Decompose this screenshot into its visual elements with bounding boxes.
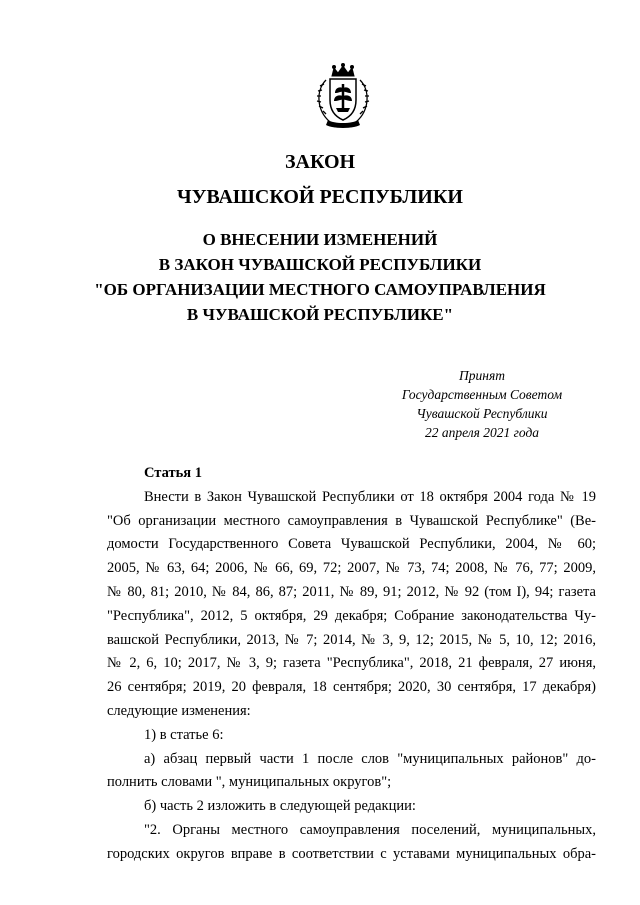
article-line: полнить словами ", муниципальных округов"; [107, 774, 392, 791]
adoption-line-4: 22 апреля 2021 года [424, 425, 540, 440]
article-line: следующие изменения: [107, 702, 251, 719]
subject-line-2: В ЗАКОН ЧУВАШСКОЙ РЕСПУБЛИКИ [158, 255, 482, 274]
chuvash-coat-of-arms-icon [312, 62, 374, 130]
law-subject [0, 227, 640, 327]
law-title [0, 145, 640, 215]
article-line: домости Государственного Совета Чувашской Республики, 2004, № 60; [107, 536, 596, 553]
article-line: вашской Республики, 2013, № 7; 2014, № 3, 9, 12; 2015, № 5, 10, 12; 2016, [107, 631, 596, 648]
article-line: городских округов вправе в соответствии с уставами муниципальных обра- [107, 845, 596, 862]
article-line: Внести в Закон Чувашской Республики от 18 октября 2004 года № 19 [144, 488, 596, 505]
article-body [107, 462, 596, 867]
law-title-line-1: ЗАКОН [284, 151, 356, 173]
subject-line-1: О ВНЕСЕНИИ ИЗМЕНЕНИЙ [202, 230, 438, 249]
article-line: № 2, 6, 10; 2017, № 3, 9; газета "Республика", 2018, 21 февраля, 27 июня, [107, 655, 596, 672]
article-line: а) абзац первый части 1 после слов "муниципальных районов" до- [144, 750, 596, 767]
adoption-line-2: Государственным Советом [401, 387, 563, 402]
adoption-note [382, 366, 582, 442]
article-line: "Об организации местного самоуправления в Чувашской Республике" (Ве- [107, 512, 596, 529]
adoption-line-1: Принят [459, 368, 505, 383]
article-line: б) часть 2 изложить в следующей редакции: [144, 798, 416, 815]
subject-line-3: "ОБ ОРГАНИЗАЦИИ МЕСТНОГО САМОУПРАВЛЕНИЯ [94, 280, 546, 299]
subject-line-4: В ЧУВАШСКОЙ РЕСПУБЛИКЕ" [186, 305, 454, 324]
article-line: "Республика", 2012, 5 октября, 29 декабря; Собрание законодательства Чу- [107, 607, 596, 624]
article-line: 26 сентября; 2019, 20 февраля, 18 сентября; 2020, 30 сентября, 17 декабря) [107, 679, 596, 696]
article-line: № 80, 81; 2010, № 84, 86, 87; 2011, № 89, 91; 2012, № 92 (том I), 94; газета [107, 583, 596, 600]
article-heading: Статья 1 [144, 465, 202, 481]
article-line: 2005, № 63, 64; 2006, № 66, 69, 72; 2007, № 73, 74; 2008, № 76, 77; 2009, [107, 560, 596, 577]
article-line: "2. Органы местного самоуправления поселений, муниципальных, [144, 821, 596, 838]
adoption-line-3: Чувашской Республики [416, 406, 548, 421]
article-line: 1) в статье 6: [144, 726, 224, 743]
law-title-line-2: ЧУВАШСКОЙ РЕСПУБЛИКИ [177, 186, 463, 208]
